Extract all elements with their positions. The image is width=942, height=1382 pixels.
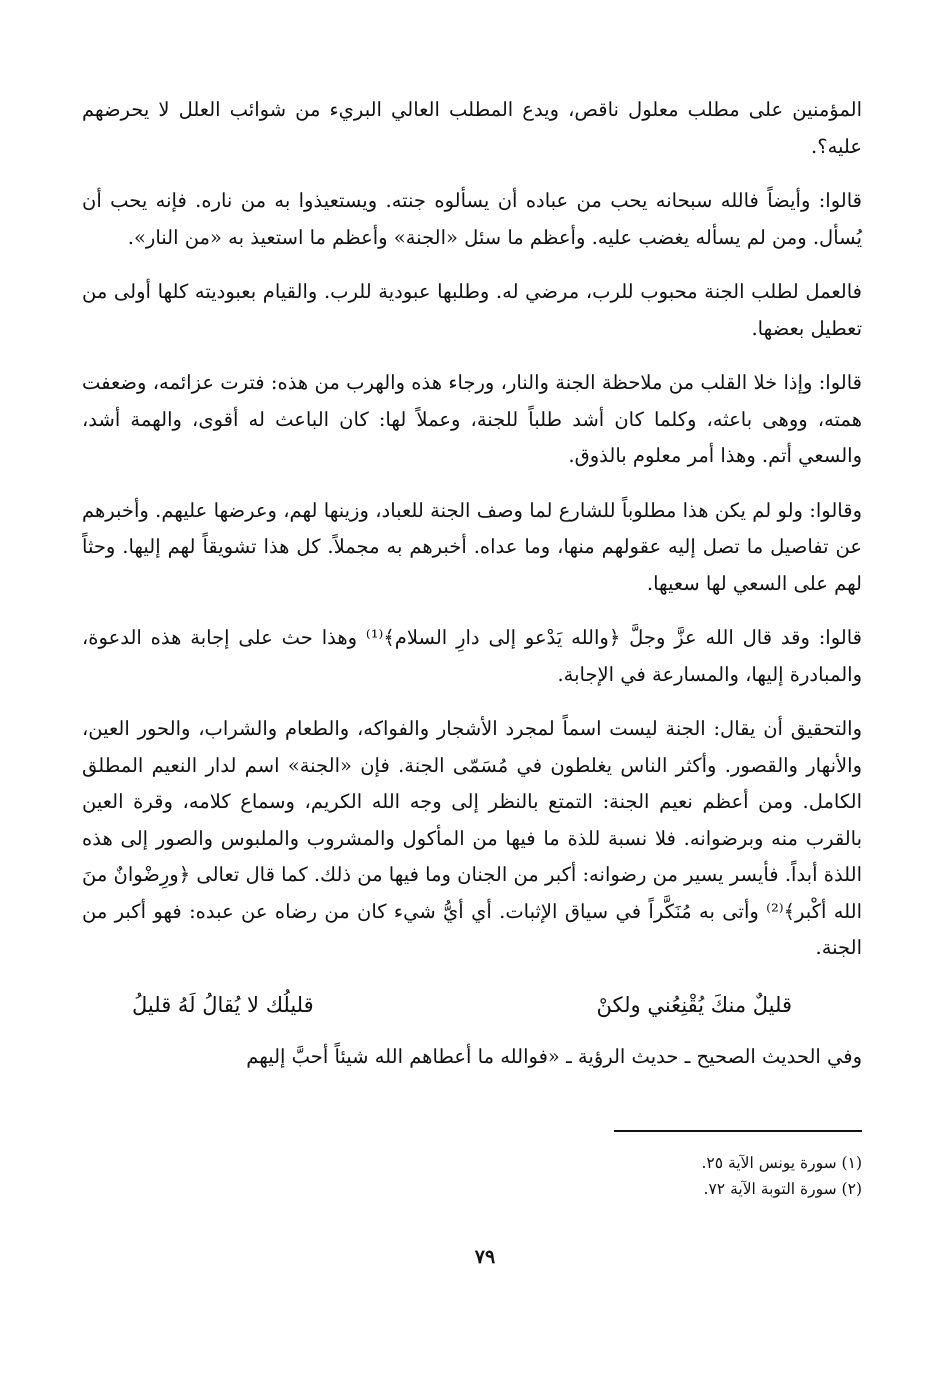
paragraph-3: فالعمل لطلب الجنة محبوب للرب، مرضي له. وطلبها عبودية للرب. والقيام بعبوديته كلها أولى من تعطيل بعضها. [82,280,862,340]
verse-second-hemistich: قليلُك لا يُقالُ لَهُ قليلُ [132,992,314,1017]
paragraph-4: قالوا: وإذا خلا القلب من ملاحظة الجنة والنار، ورجاء هذه والهرب من هذه: فترت عزائمه، وضعفت همته، ووهى باعثه، وكلما كان أشد طلباً للجنة، وعملاً لها: كان الباعث له أقوى، والهمة أشد، والسعي أتم. وهذا أمر معلوم بالذوق. [82,371,862,467]
footnote-divider [614,1130,862,1132]
paragraph-7: والتحقيق أن يقال: الجنة ليست اسماً لمجرد الأشجار والفواكه، والطعام والشراب، والحور العين، والأنهار والقصور. وأكثر الناس يغلطون في مُسَمّى الجنة. فإن «الجنة» اسم لدار النعيم المطلق الكامل. ومن أعظم نعيم الجنة: التمتع بالنظر إلى وجه الله الكريم، وسماع كلامه، وقرة العين بالقرب منه وبرضوانه. فلا نسبة للذة ما فيها من المأكول والمشروب والملبوس والصور إلى هذه اللذة أبداً. فأيسر يسير من رضوانه: أكبر من الجنان وما فيها من ذلك. كما قال تعالى ﴿ورِضْوانٌ منَ الله أكْبر﴾⁽²⁾ وأتى به مُنَكَّراً في سياق الإثبات. أي أيُّ شيء كان من رضاه عن عبده: فهو أكبر من الجنة. [82,717,862,959]
verse-first-hemistich: قليلٌ منكَ يُقْنِعُني ولكنْ [596,992,792,1017]
footnotes [442,1150,862,1202]
footnote-2: (٢) سورة التوبة الآية ٧٢. [703,1180,862,1198]
paragraph-5: وقالوا: ولو لم يكن هذا مطلوباً للشارع لما وصف الجنة للعباد، وزينها لهم، وعرضها عليهم. وأخبرهم عن تفاصيل ما تصل إليه عقولهم منها، وما عداه. أخبرهم به مجملاً. كل هذا تشويقاً لهم إليها. وحثاً لهم على السعي لها سعيها. [82,498,862,595]
footnote-1: (١) سورة يونس الآية ٢٥. [701,1154,862,1172]
main-text [82,92,862,1075]
paragraph-6: قالوا: وقد قال الله عزَّ وجلَّ ﴿والله يَدْعو إلى دارِ السلام﴾⁽¹⁾ وهذا حث على إجابة هذه الدعوة، والمبادرة إليها، والمسارعة في الإجابة. [82,626,862,686]
paragraph-8-start: وفي الحديث الصحيح ـ حديث الرؤية ـ «فوالله ما أعطاهم الله شيئاً أحبَّ إليهم [246,1044,862,1068]
paragraph-2: قالوا: وأيضاً فالله سبحانه يحب من عباده أن يسألوه جنته. ويستعيذوا به من ناره. فإنه يحب أن يُسأل. ومن لم يسأله يغضب عليه. وأعظم ما سئل «الجنة» وأعظم ما استعيذ به «من النار». [82,189,862,249]
page-number: ٧٩ [474,1246,496,1268]
poetry-verse [132,985,792,1025]
paragraph-1: المؤمنين على مطلب معلول ناقص، ويدع المطلب العالي البريء من شوائب العلل لا يحرضهم عليه؟. [82,98,862,158]
